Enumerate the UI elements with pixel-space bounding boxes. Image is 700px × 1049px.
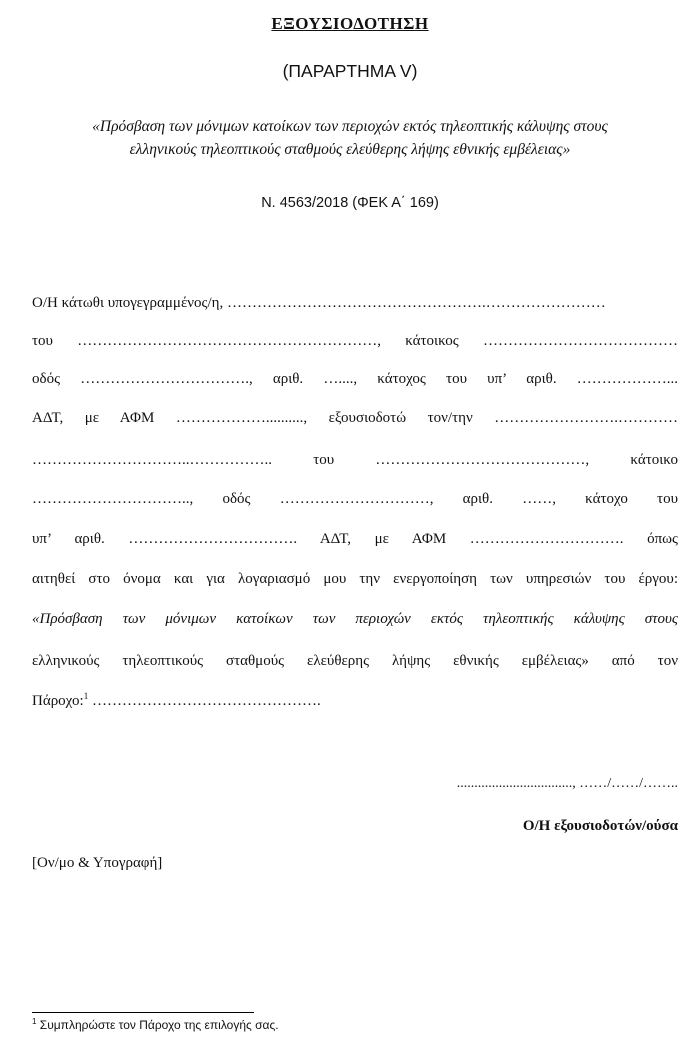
body-line-1: Ο/Η κάτωθι υπογεγραμμένος/η, …………………………………………….…………………… <box>32 295 606 311</box>
footnote-ref: 1 <box>83 691 89 701</box>
body-line-4: ΑΔΤ, με ΑΦΜ ……………….........., εξουσιοδοτώ τον/την …………………….………… <box>32 410 678 426</box>
place-date-line: ................................., ……/……/…….. <box>456 776 678 791</box>
body-line-11 <box>32 693 321 710</box>
body-line-2: του ……………………………………………………, κάτοικος ………………………………… <box>32 333 678 349</box>
body-line-8: αιτηθεί στο όνομα και για λογαριασμό μου την ενεργοποίηση των υπηρεσιών του έργου: <box>32 571 678 587</box>
project-quote-line-1: «Πρόσβαση των μόνιμων κατοίκων των περιοχών εκτός τηλεοπτικής κάλυψης στους <box>92 118 608 135</box>
body-line-3: οδός ……………………………., αριθ. …...., κάτοχος του υπ’ αριθ. ………………... <box>32 371 678 387</box>
signer-label: Ο/Η εξουσιοδοτών/ούσα <box>522 818 678 834</box>
body-line-10-text: ελληνικούς τηλεοπτικούς σταθμούς ελεύθερης λήψης εθνικής εμβέλειας» από τον <box>32 653 678 669</box>
document-subtitle: (ΠΑΡΑΡΤΗΜΑ V) <box>282 61 418 81</box>
footnote <box>32 1018 279 1032</box>
signature-note: [Ον/μο & Υπογραφή] <box>32 855 163 871</box>
body-line-6: ………………………….., οδός …………………………, αριθ. ……, κάτοχο του <box>32 491 678 507</box>
footnote-divider <box>32 1012 254 1013</box>
project-quote-line-2: ελληνικούς τηλεοπτικούς σταθμούς ελεύθερης λήψης εθνικής εμβέλειας» <box>129 141 571 158</box>
body-line-9: «Πρόσβαση των μόνιμων κατοίκων των περιοχών εκτός τηλεοπτικής κάλυψης στους <box>32 611 678 627</box>
footnote-text: Συμπληρώστε τον Πάροχο της επιλογής σας. <box>36 1018 279 1032</box>
body-line-7: υπ’ αριθ. ……………………………. ΑΔΤ, με ΑΦΜ …………………………. όπως <box>32 531 678 547</box>
provider-blank: ………………………………………. <box>88 693 321 709</box>
document-title: ΕΞΟΥΣΙΟΔΟΤΗΣΗ <box>271 14 429 33</box>
body-line-10 <box>32 653 678 670</box>
law-reference: Ν. 4563/2018 (ΦΕΚ Α΄ 169) <box>261 195 439 211</box>
footnote-marker: 1 <box>32 1017 37 1026</box>
provider-label: Πάροχο: <box>32 693 84 709</box>
body-line-5: …………………………..…………….. του ……………………………………, κάτοικο <box>32 452 678 468</box>
